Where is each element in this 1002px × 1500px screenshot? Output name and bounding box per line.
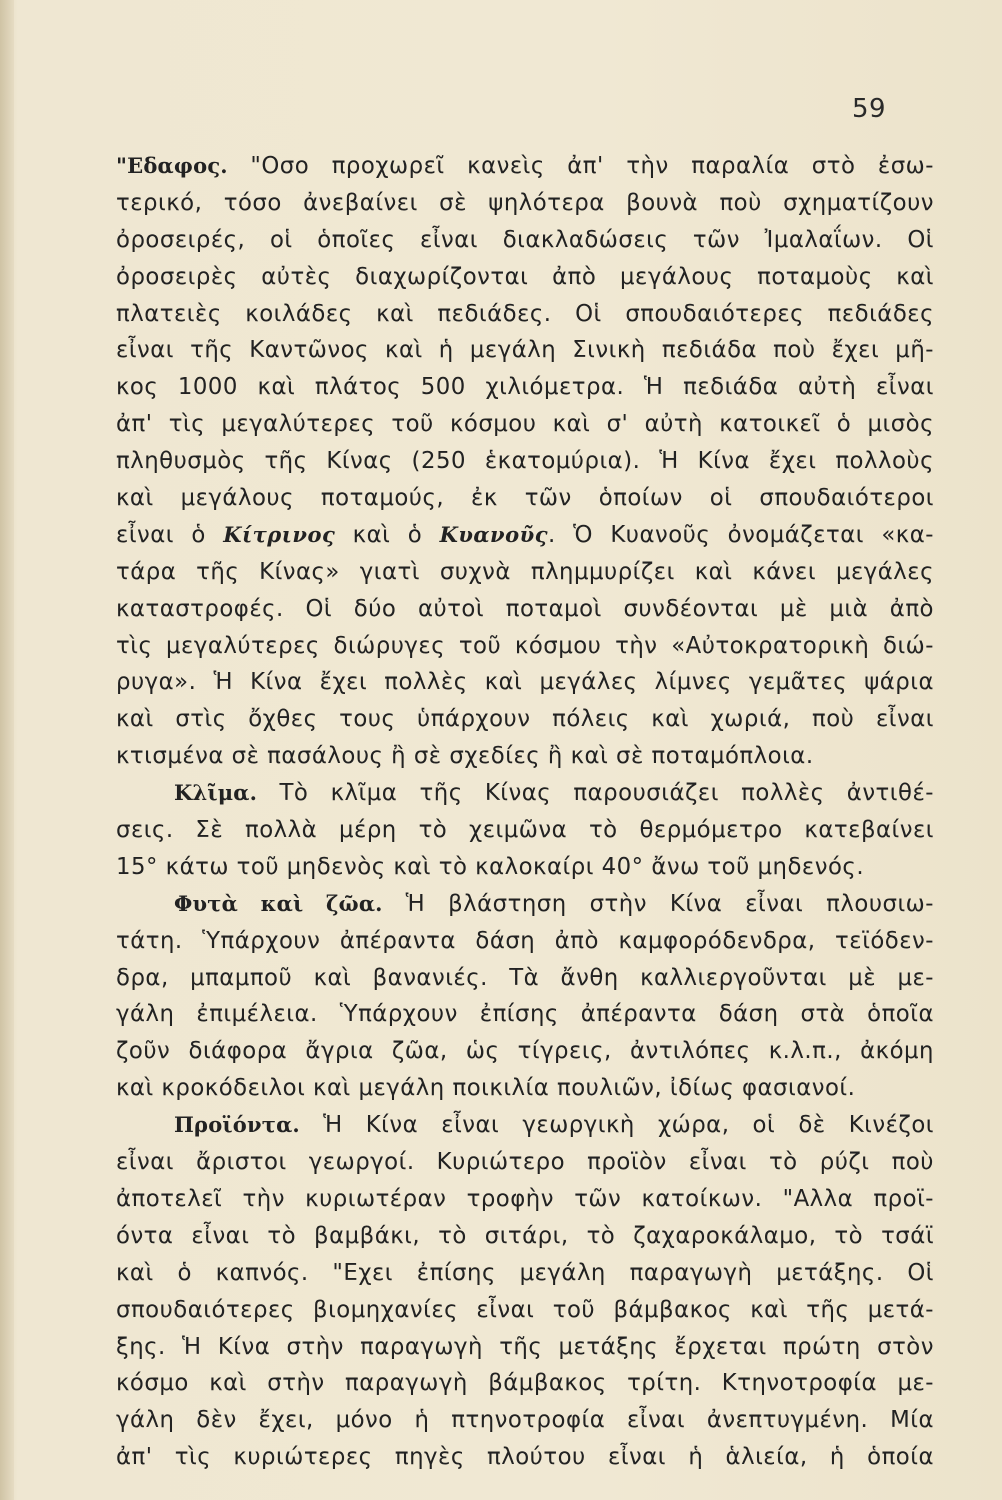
text-line [116, 222, 934, 259]
text-span: καὶ ὁ καπνός. "Εχει ἐπίσης μεγάλη παραγωγὴ μετάξης. Οἱ [116, 1259, 934, 1286]
text-line [116, 664, 934, 701]
text-span: γάλη δὲν ἔχει, μόνο ἡ πτηνοτροφία εἶναι ἀνεπτυγμένη. Μία [116, 1407, 934, 1434]
text-line [116, 960, 934, 997]
section-heading: Κλῖμα. [174, 780, 258, 806]
text-line [116, 1070, 934, 1107]
text-span: καὶ στὶς ὄχθες τους ὑπάρχουν πόλεις καὶ χωριά, ποὺ εἶναι [116, 706, 934, 733]
text-line [116, 1144, 934, 1181]
text-span: πλατειὲς κοιλάδες καὶ πεδιάδες. Οἱ σπουδαιότερες πεδιάδες [116, 300, 934, 327]
text-line [116, 775, 934, 812]
text-span: ἀπ' τὶς μεγαλύτερες τοῦ κόσμου καὶ σ' αὐτὴ κατοικεῖ ὁ μισὸς [116, 411, 934, 438]
text-line [116, 923, 934, 960]
text-line [116, 701, 934, 738]
text-span: 15° κάτω τοῦ μηδενὸς καὶ τὸ καλοκαίρι 40° ἄνω τοῦ μηδενός. [116, 853, 865, 880]
text-line [116, 1402, 934, 1439]
text-span: τάρα τῆς Κίνας» γιατὶ συχνὰ πλημμυρίζει καὶ κάνει μεγάλες [116, 558, 934, 585]
text-line [116, 1218, 934, 1255]
text-span: τάτη. Ὑπάρχουν ἀπέραντα δάση ἀπὸ καμφορόδενδρα, τεϊόδεν- [116, 927, 934, 954]
text-span: πληθυσμὸς τῆς Κίνας (250 ἑκατομύρια). Ἡ Κίνα ἔχει πολλοὺς [116, 448, 934, 475]
text-span: εἶναι ὁ [116, 521, 224, 548]
section-heading: Φυτὰ καὶ ζῶα. [174, 890, 383, 916]
text-span: καὶ κροκόδειλοι καὶ μεγάλη ποικιλία πουλιῶν, ἰδίως φασιανοί. [116, 1075, 856, 1102]
text-span: καὶ ὁ [335, 521, 440, 548]
text-span: σπουδαιότερες βιομηχανίες εἶναι τοῦ βάμβακος καὶ τῆς μετά- [116, 1296, 934, 1323]
text-span: γάλη ἐπιμέλεια. Ὑπάρχουν ἐπίσης ἀπέραντα δάση στὰ ὁποῖα [116, 1001, 934, 1028]
section-heading: "Εδαφος. [116, 153, 228, 178]
text-span: εἶναι τῆς Καντῶνος καὶ ἡ μεγάλη Σινικὴ πεδιάδα ποὺ ἔχει μῆ- [116, 337, 934, 364]
text-line [116, 259, 934, 296]
text-line [116, 443, 934, 480]
text-line [116, 849, 934, 886]
text-line [116, 1292, 934, 1329]
text-line [116, 628, 934, 665]
text-line [116, 332, 934, 369]
body-text [116, 148, 934, 1476]
text-span: δρα, μπαμποῦ καὶ βανανιές. Τὰ ἄνθη καλλιεργοῦνται μὲ με- [116, 964, 934, 991]
text-line [116, 185, 934, 222]
section-heading: Προϊόντα. [174, 1112, 300, 1138]
text-line [116, 480, 934, 517]
text-span: ὀροσειρές, οἱ ὁποῖες εἶναι διακλαδώσεις τῶν Ἰμαλαΐων. Οἱ [116, 226, 934, 253]
text-span: καταστροφές. Οἱ δύο αὐτοὶ ποταμοὶ συνδέονται μὲ μιὰ ἀπὸ [116, 595, 934, 622]
text-line [116, 1107, 934, 1144]
text-span: . Ὁ Κυανοῦς ὀνομάζεται «κα- [547, 521, 934, 548]
text-span: ξης. Ἡ Κίνα στὴν παραγωγὴ τῆς μετάξης ἔρχεται πρώτη στὸν [116, 1333, 934, 1360]
text-span: ὀροσειρὲς αὐτὲς διαχωρίζονται ἀπὸ μεγάλους ποταμοὺς καὶ [116, 263, 934, 290]
text-span: κος 1000 καὶ πλάτος 500 χιλιόμετρα. Ἡ πεδιάδα αὐτὴ εἶναι [116, 374, 934, 401]
text-line [116, 296, 934, 333]
text-line [116, 406, 934, 443]
text-line [116, 148, 934, 185]
text-span: καὶ μεγάλους ποταμούς, ἐκ τῶν ὁποίων οἱ σπουδαιότεροι [116, 485, 934, 512]
text-span: Ἡ βλάστηση στὴν Κίνα εἶναι πλουσιω- [382, 890, 934, 917]
text-line [116, 1329, 934, 1366]
text-span: κτισμένα σὲ πασάλους ἢ σὲ σχεδίες ἢ καὶ σὲ ποταμόπλοια. [116, 743, 814, 770]
text-span: Τὸ κλῖμα τῆς Κίνας παρουσιάζει πολλὲς ἀντιθέ- [257, 780, 934, 807]
text-line [116, 996, 934, 1033]
text-line [116, 738, 934, 775]
text-span: εἶναι ἄριστοι γεωργοί. Κυριώτερο προϊὸν εἶναι τὸ ρύζι ποὺ [116, 1149, 934, 1176]
text-span: κόσμο καὶ στὴν παραγωγὴ βάμβακος τρίτη. Κτηνοτροφία με- [116, 1370, 934, 1397]
text-line [116, 1255, 934, 1292]
page-number: 59 [852, 94, 887, 124]
text-span: ἀπ' τὶς κυριώτερες πηγὲς πλούτου εἶναι ἡ ἁλιεία, ἡ ὁποία [116, 1444, 934, 1471]
text-line [116, 1181, 934, 1218]
text-span: ἀποτελεῖ τὴν κυριωτέραν τροφὴν τῶν κατοίκων. "Αλλα προϊ- [116, 1185, 934, 1212]
text-line [116, 554, 934, 591]
text-line [116, 369, 934, 406]
text-line [116, 1439, 934, 1476]
text-span: όντα εἶναι τὸ βαμβάκι, τὸ σιτάρι, τὸ ζαχαροκάλαμο, τὸ τσάϊ [116, 1222, 934, 1249]
text-line [116, 517, 934, 554]
text-span: "Οσο προχωρεῖ κανεὶς ἀπ' τὴν παραλία στὸ ἐσω- [227, 153, 934, 179]
text-line [116, 812, 934, 849]
river-name: Κυανοῦς [439, 521, 548, 547]
text-span: σεις. Σὲ πολλὰ μέρη τὸ χειμῶνα τὸ θερμόμετρο κατεβαίνει [116, 817, 934, 844]
text-span: τερικό, τόσο ἀνεβαίνει σὲ ψηλότερα βουνὰ ποὺ σχηματίζουν [116, 189, 934, 216]
text-line [116, 1365, 934, 1402]
text-line [116, 886, 934, 923]
river-name: Κίτρινος [223, 521, 336, 547]
text-span: ρυγα». Ἡ Κίνα ἔχει πολλὲς καὶ μεγάλες λίμνες γεμᾶτες ψάρια [116, 669, 934, 696]
text-line [116, 1033, 934, 1070]
text-line [116, 591, 934, 628]
text-span: ζοῦν διάφορα ἄγρια ζῶα, ὡς τίγρεις, ἀντιλόπες κ.λ.π., ἀκόμη [116, 1038, 934, 1065]
text-span: τὶς μεγαλύτερες διώρυγες τοῦ κόσμου τὴν «Αὐτοκρατορικὴ διώ- [116, 632, 934, 659]
text-span: Ἡ Κίνα εἶναι γεωργικὴ χώρα, οἱ δὲ Κινέζοι [299, 1112, 934, 1139]
page-binding-edge [0, 0, 14, 1500]
